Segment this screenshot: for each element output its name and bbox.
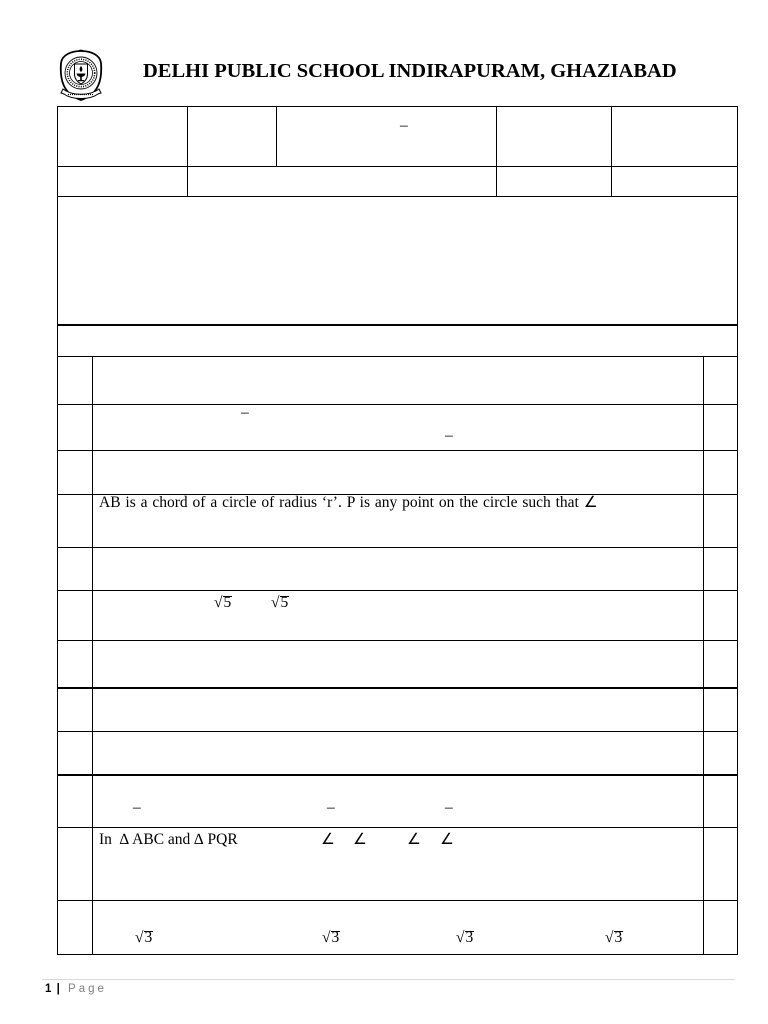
info-cell-r1c3 [276, 106, 497, 167]
question-text-cell [92, 827, 704, 901]
page-footer [45, 984, 107, 996]
question-text-cell [92, 775, 704, 828]
info-cell-r2c3 [496, 166, 612, 197]
radical-sign: √ [271, 594, 280, 611]
minus-sign: – [241, 404, 249, 421]
question-text-cell [92, 590, 704, 641]
question-text-cell [92, 450, 704, 495]
question-row [57, 640, 738, 689]
question-row [57, 494, 738, 548]
question-number-cell [57, 404, 93, 451]
question-row [57, 688, 738, 732]
school-name-heading: DELHI PUBLIC SCHOOL INDIRAPURAM, GHAZIABAD [143, 60, 677, 82]
info-cell-r1c4 [496, 106, 612, 167]
section-divider-rule [57, 687, 738, 689]
section-divider-rule [57, 774, 738, 776]
question-text-cell [92, 547, 704, 591]
question-text-cell [92, 900, 704, 955]
question-row [57, 404, 738, 451]
question-number-cell [57, 827, 93, 901]
radical-sign: √ [214, 594, 223, 611]
marks-cell [703, 404, 738, 451]
question-text-cell [92, 356, 704, 405]
school-crest-icon [58, 49, 104, 103]
question-number-cell [57, 547, 93, 591]
radicand: 3 [144, 929, 153, 946]
square-root-expression [605, 930, 623, 946]
radicand: 5 [280, 594, 289, 611]
marks-cell [703, 547, 738, 591]
marks-cell [703, 775, 738, 828]
marks-cell [703, 827, 738, 901]
question-row [57, 775, 738, 828]
angle-symbol: ∠ [440, 831, 454, 848]
angle-symbol: ∠ [321, 831, 335, 848]
question-number-cell [57, 640, 93, 689]
radical-sign: √ [456, 929, 465, 946]
radical-sign: √ [322, 929, 331, 946]
radicand: 5 [223, 594, 232, 611]
radical-sign: √ [135, 929, 144, 946]
question-row [57, 547, 738, 591]
marks-cell [703, 688, 738, 732]
question-number-cell [57, 731, 93, 776]
question-row [57, 590, 738, 641]
question-row [57, 900, 738, 955]
question-text-cell [92, 494, 704, 548]
square-root-expression [214, 595, 232, 611]
marks-cell [703, 494, 738, 548]
marks-cell [703, 900, 738, 955]
square-root-expression [322, 930, 340, 946]
minus-sign: – [400, 117, 408, 134]
instructions-cell [57, 196, 738, 325]
question-row [57, 731, 738, 776]
question-number-cell [57, 590, 93, 641]
question-text: AB is a chord of a circle of radius ‘r’. P is any point on the circle such that ∠ [99, 494, 598, 511]
minus-sign: – [445, 799, 453, 816]
minus-sign: – [133, 799, 141, 816]
question-number-cell [57, 688, 93, 732]
question-row [57, 827, 738, 901]
info-cell-r1c2 [187, 106, 277, 167]
marks-cell [703, 731, 738, 776]
square-root-expression [271, 595, 289, 611]
angle-symbol: ∠ [407, 831, 421, 848]
question-row [57, 356, 738, 405]
square-root-expression [135, 930, 153, 946]
minus-sign: – [327, 799, 335, 816]
footer-separator: | [56, 983, 60, 995]
info-cell-r1c5 [611, 106, 738, 167]
square-root-expression [456, 930, 474, 946]
minus-sign: – [445, 427, 453, 444]
page-label: Page [68, 983, 107, 995]
question-number-cell [57, 356, 93, 405]
marks-cell [703, 356, 738, 405]
angle-symbol: ∠ [353, 831, 367, 848]
radicand: 3 [465, 929, 474, 946]
question-text-cell [92, 731, 704, 776]
radical-sign: √ [605, 929, 614, 946]
question-text-cell [92, 404, 704, 451]
radicand: 3 [614, 929, 623, 946]
info-cell-r1c1 [57, 106, 188, 167]
section-heading-cell [57, 325, 738, 357]
question-text-cell [92, 688, 704, 732]
question-row [57, 450, 738, 495]
info-cell-r2c4 [611, 166, 738, 197]
question-number-cell [57, 775, 93, 828]
page-number: 1 [45, 983, 52, 995]
info-cell-r2c1 [57, 166, 188, 197]
marks-cell [703, 590, 738, 641]
footer-divider [42, 979, 735, 980]
question-text: In ∆ ABC and ∆ PQR [99, 831, 238, 848]
question-number-cell [57, 494, 93, 548]
radicand: 3 [331, 929, 340, 946]
question-text-cell [92, 640, 704, 689]
info-cell-r2c2 [187, 166, 497, 197]
marks-cell [703, 640, 738, 689]
question-number-cell [57, 900, 93, 955]
question-number-cell [57, 450, 93, 495]
marks-cell [703, 450, 738, 495]
